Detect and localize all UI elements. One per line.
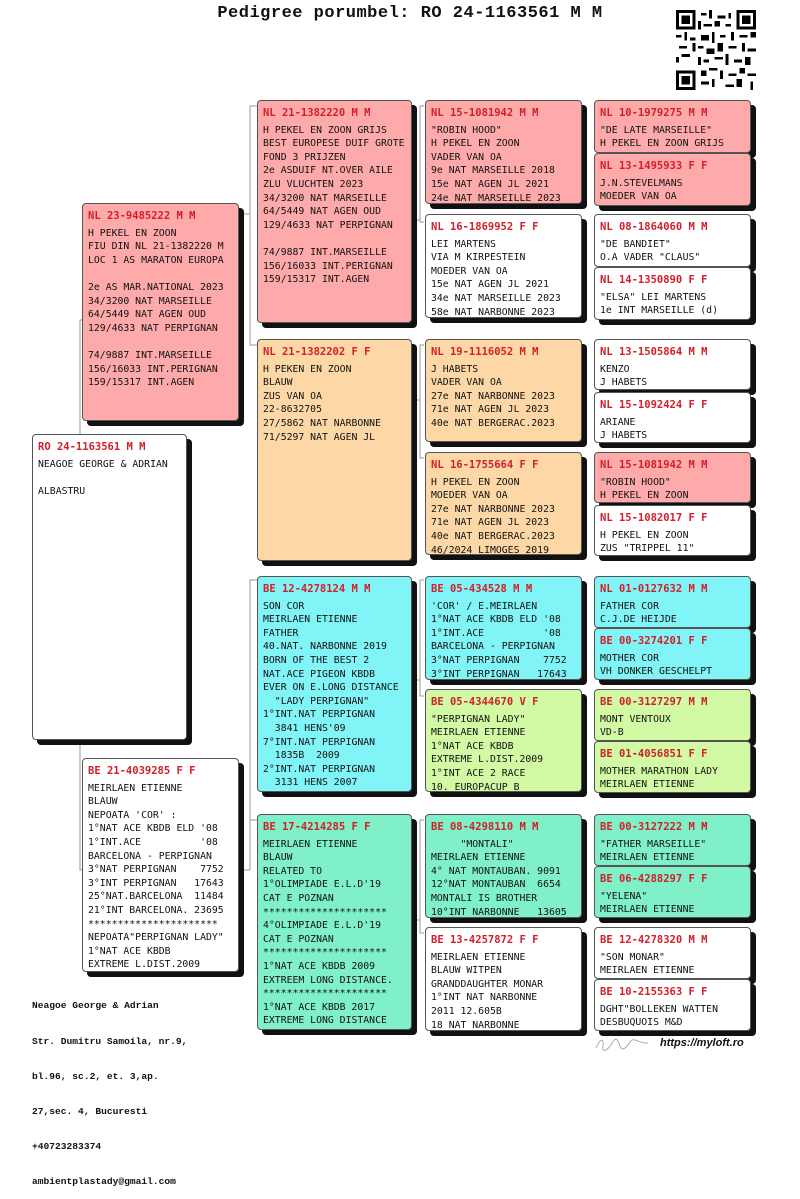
g4-ancestor-card[interactable] [594, 267, 751, 320]
grandparent-line: 1°OLIMPIADE E.L.D'19 [263, 879, 381, 891]
grandparent-line: ********************* [263, 988, 387, 1000]
owner-contact-block [32, 977, 187, 1199]
g4-ring: NL 15-1082017 F F [600, 512, 708, 524]
signature-icon [594, 1034, 650, 1054]
grandparent-line: H PEKEL EN ZOON GRIJS [263, 124, 387, 136]
grandparent-line: ZLU VLUCHTEN 2023 [263, 178, 364, 190]
grandparent-line: 64/5449 NAT AGEN OUD [263, 206, 381, 218]
g4-line: H PEKEL EN ZOON [600, 490, 689, 502]
sire-line: 34/3200 NAT MARSEILLE [88, 295, 212, 307]
g4-line: 1e INT MARSEILLE (d) [600, 305, 718, 317]
great-grandparent-line: 1°NAT ACE KBDB ELD '08 [431, 614, 561, 626]
great-grandparent-card[interactable] [425, 214, 582, 318]
dam-line: EXTREME L.DIST.2009 [88, 959, 201, 971]
g4-ancestor-card[interactable] [594, 392, 751, 443]
g4-line: H PEKEL EN ZOON GRIJS [600, 138, 724, 150]
dam-line: BLAUW [88, 796, 118, 808]
great-grandparent-line: BARCELONA - PERPIGNAN [431, 641, 555, 653]
great-grandparent-line: 34e NAT MARSEILLE 2023 [431, 292, 561, 304]
grandparent-line: 27/5862 NAT NARBONNE [263, 417, 381, 429]
great-grandparent-line: 27e NAT NARBONNE 2023 [431, 390, 555, 402]
grandparent-line: 3131 HENS 2007 [263, 777, 358, 789]
sire-line: 2e AS MAR.NATIONAL 2023 [88, 281, 224, 293]
grandparent-line: 2°INT.NAT PERPIGNAN [263, 763, 376, 775]
grandparent-line: SON COR [263, 600, 305, 612]
grandparent-line: NAT.ACE PIGEON KBDB [263, 668, 376, 680]
g4-line: MOTHER MARATHON LADY [600, 765, 718, 777]
great-grandparent-line: VADER VAN OA [431, 151, 502, 163]
g4-line: J HABETS [600, 377, 648, 389]
g4-ring: BE 06-4288297 F F [600, 873, 708, 885]
g4-line: ARIANE [600, 416, 636, 428]
grandparent-line: ZUS VAN OA [263, 390, 322, 402]
great-grandparent-line: 1°INT NAT NARBONNE [431, 992, 538, 1004]
great-grandparent-ring: BE 08-4298110 M M [431, 821, 539, 833]
great-grandparent-line: 40e NAT BERGERAC.2023 [431, 530, 555, 542]
grandparent-line: 74/9887 INT.MARSEILLE [263, 246, 387, 258]
grandparent-line: "LADY PERPIGNAN" [263, 695, 370, 707]
g4-line: J HABETS [600, 430, 648, 442]
grandparent-card[interactable] [257, 339, 412, 561]
grandparent-line: EXTREME LONG DISTANCE [263, 1015, 387, 1027]
dam-line: 3°NAT PERPIGNAN 7752 [88, 864, 224, 876]
g4-line: VD-B [600, 727, 624, 739]
grandparent-line: 2e ASDUIF NT.OVER AILE [263, 165, 393, 177]
great-grandparent-line: MEIRLAEN ETIENNE [431, 727, 526, 739]
g4-line: MEIRLAEN ETIENNE [600, 965, 695, 977]
great-grandparent-line: 40e NAT BERGERAC.2023 [431, 417, 555, 429]
great-grandparent-line: 1°INT.ACE '08 [431, 627, 561, 639]
g4-ring: BE 10-2155363 F F [600, 986, 708, 998]
great-grandparent-line: MONTALI IS BROTHER [431, 892, 538, 904]
grandparent-line: EXTREEM LONG DISTANCE. [263, 974, 393, 986]
dam-line: MEIRLAEN ETIENNE [88, 782, 183, 794]
g4-ring: NL 08-1864060 M M [600, 221, 708, 233]
subject-line: ALBASTRU [38, 485, 86, 497]
great-grandparent-ring: BE 05-4344670 V F [431, 696, 539, 708]
great-grandparent-line: H PEKEL EN ZOON [431, 476, 520, 488]
great-grandparent-line: 4° NAT MONTAUBAN. 9091 [431, 865, 561, 877]
great-grandparent-line: 2011 12.605B [431, 1005, 502, 1017]
g4-line: KENZO [600, 363, 630, 375]
subject-ring: RO 24-1163561 M M [38, 441, 146, 453]
great-grandparent-ring: NL 19-1116052 M M [431, 346, 539, 358]
sire-line: 159/15317 INT.AGEN [88, 377, 195, 389]
great-grandparent-card[interactable] [425, 452, 582, 555]
great-grandparent-line: 12°NAT MONTAUBAN 6654 [431, 879, 561, 891]
g4-ancestor-card[interactable] [594, 214, 751, 267]
grandparent-line: 1°NAT ACE KBDB 2009 [263, 960, 376, 972]
g4-ring: NL 01-0127632 M M [600, 583, 708, 595]
great-grandparent-line: LEI MARTENS [431, 238, 496, 250]
grandparent-card[interactable] [257, 814, 412, 1030]
grandparent-line: 4°OLIMPIADE E.L.D'19 [263, 920, 381, 932]
g4-line: MOTHER COR [600, 652, 659, 664]
sire-line: FIU DIN NL 21-1382220 M [88, 241, 224, 253]
g4-ring: BE 01-4056851 F F [600, 748, 708, 760]
great-grandparent-line: VIA M KIRPESTEIN [431, 252, 526, 264]
g4-ring: BE 00-3127222 M M [600, 821, 708, 833]
grandparent-line: ********************* [263, 906, 387, 918]
g4-line: FATHER COR [600, 600, 659, 612]
great-grandparent-line: 10°INT NARBONNE 13605 [431, 906, 567, 918]
sire-line: 74/9887 INT.MARSEILLE [88, 349, 212, 361]
sire-line [88, 335, 234, 349]
grandparent-line: 22-8632705 [263, 404, 322, 416]
g4-line: MOEDER VAN OA [600, 191, 677, 203]
g4-ring: BE 00-3127297 M M [600, 696, 708, 708]
great-grandparent-ring: NL 16-1755664 F F [431, 459, 539, 471]
g4-ancestor-card[interactable] [594, 452, 751, 503]
g4-line: "DE LATE MARSEILLE" [600, 124, 713, 136]
grandparent-line: EVER ON E.LONG DISTANCE [263, 682, 399, 694]
great-grandparent-line: 71e NAT AGEN JL 2023 [431, 404, 549, 416]
great-grandparent-card[interactable] [425, 100, 582, 204]
great-grandparent-line: 1°INT ACE 2 RACE [431, 767, 526, 779]
grandparent-card[interactable] [257, 100, 412, 323]
g4-line: MEIRLAEN ETIENNE [600, 852, 695, 864]
dam-line: 1°INT.ACE '08 [88, 836, 218, 848]
great-grandparent-line: "MONTALI" [431, 838, 514, 850]
g4-line: C.J.DE HEIJDE [600, 614, 677, 626]
g4-ancestor-card[interactable] [594, 628, 751, 680]
great-grandparent-line: 9e NAT MARSEILLE 2018 [431, 165, 555, 177]
sire-line: 156/16033 INT.PERIGNAN [88, 363, 218, 375]
great-grandparent-line: 71e NAT AGEN JL 2023 [431, 517, 549, 529]
g4-line: MEIRLAEN ETIENNE [600, 779, 695, 791]
dam-line: 1°NAT ACE KBDB [88, 945, 171, 957]
grandparent-ring: NL 21-1382220 M M [263, 107, 371, 119]
great-grandparent-line: J HABETS [431, 363, 479, 375]
grandparent-line: ********************* [263, 947, 387, 959]
g4-ancestor-card[interactable] [594, 576, 751, 628]
g4-line: "YELENA" [600, 890, 648, 902]
g4-ancestor-card[interactable] [594, 153, 751, 206]
grandparent-card[interactable] [257, 576, 412, 792]
great-grandparent-card[interactable] [425, 814, 582, 918]
grandparent-line: FOND 3 PRIJZEN [263, 151, 346, 163]
great-grandparent-line: 58e NAT NARBONNE 2023 [431, 306, 555, 318]
great-grandparent-line: BLAUW WITPEN [431, 965, 502, 977]
website-link[interactable]: https://myloft.ro [660, 1037, 744, 1049]
g4-line: DESBUQUOIS M&D [600, 1017, 683, 1029]
great-grandparent-ring: BE 13-4257872 F F [431, 934, 539, 946]
g4-ring: NL 14-1350890 F F [600, 274, 708, 286]
sire-line: LOC 1 AS MARATON EUROPA [88, 254, 224, 266]
g4-ancestor-card[interactable] [594, 505, 751, 556]
great-grandparent-line: "ROBIN HOOD" [431, 124, 502, 136]
great-grandparent-line: GRANDDAUGHTER MONAR [431, 978, 544, 990]
g4-ring: BE 12-4278320 M M [600, 934, 708, 946]
subject-line: NEAGOE GEORGE & ADRIAN [38, 458, 168, 470]
grandparent-line: 159/15317 INT.AGEN [263, 274, 370, 286]
great-grandparent-card[interactable] [425, 576, 582, 680]
owner-line: Neagoe George & Adrian [32, 1000, 159, 1012]
grandparent-line: 1835B 2009 [263, 750, 340, 762]
great-grandparent-card[interactable] [425, 689, 582, 792]
great-grandparent-line: 3°NAT PERPIGNAN 7752 [431, 654, 567, 666]
grandparent-ring: BE 17-4214285 F F [263, 821, 371, 833]
dam-line: NEPOATA 'COR' : [88, 809, 177, 821]
great-grandparent-line: 15e NAT AGEN JL 2021 [431, 178, 549, 190]
dam-line: 21°INT BARCELONA. 23695 [88, 904, 224, 916]
great-grandparent-line: 46/2024 LIMOGES 2019 [431, 544, 549, 555]
owner-line: bl.96, sc.2, et. 3,ap. [32, 1070, 159, 1082]
great-grandparent-line: 27e NAT NARBONNE 2023 [431, 503, 555, 515]
g4-ancestor-card[interactable] [594, 689, 751, 741]
sire-card[interactable] [82, 203, 239, 421]
g4-ring: NL 13-1505864 M M [600, 346, 708, 358]
g4-ancestor-card[interactable] [594, 741, 751, 793]
great-grandparent-line: 18 NAT NARBONNE [431, 1019, 520, 1031]
g4-line: "ROBIN HOOD" [600, 476, 671, 488]
grandparent-line: 1°NAT ACE KBDB 2017 [263, 1001, 376, 1013]
g4-ancestor-card[interactable] [594, 100, 751, 153]
great-grandparent-line: MOEDER VAN OA [431, 490, 508, 502]
grandparent-line: H PEKEN EN ZOON [263, 363, 352, 375]
grandparent-line [263, 232, 407, 246]
dam-ring: BE 21-4039285 F F [88, 765, 196, 777]
g4-ring: BE 00-3274201 F F [600, 635, 708, 647]
grandparent-ring: BE 12-4278124 M M [263, 583, 371, 595]
grandparent-line: CAT E POZNAN [263, 892, 334, 904]
great-grandparent-line: H PEKEL EN ZOON [431, 138, 520, 150]
great-grandparent-line: "PERPIGNAN LADY" [431, 713, 526, 725]
great-grandparent-line: 'COR' / E.MEIRLAEN [431, 600, 538, 612]
g4-line: H PEKEL EN ZOON [600, 529, 689, 541]
g4-line: ZUS "TRIPPEL 11" [600, 543, 695, 555]
great-grandparent-line: 3°INT PERPIGNAN 17643 [431, 668, 567, 680]
grandparent-line: BEST EUROPESE DUIF GROTE [263, 138, 405, 150]
dam-line: ********************** [88, 918, 218, 930]
grandparent-line: 7°INT.NAT PERPIGNAN [263, 736, 376, 748]
grandparent-line: 156/16033 INT.PERIGNAN [263, 260, 393, 272]
g4-ring: NL 15-1081942 M M [600, 459, 708, 471]
great-grandparent-line: 15e NAT AGEN JL 2021 [431, 279, 549, 291]
dam-line: BARCELONA - PERPIGNAN [88, 850, 212, 862]
grandparent-line: FATHER [263, 627, 299, 639]
g4-ring: NL 13-1495933 F F [600, 160, 708, 172]
great-grandparent-card[interactable] [425, 927, 582, 1031]
g4-ancestor-card[interactable] [594, 927, 751, 979]
great-grandparent-line: MOEDER VAN OA [431, 265, 508, 277]
owner-line: 27,sec. 4, Bucuresti [32, 1105, 148, 1117]
great-grandparent-ring: BE 05-434528 M M [431, 583, 533, 595]
g4-line: MONT VENTOUX [600, 713, 671, 725]
g4-ancestor-card[interactable] [594, 339, 751, 390]
g4-ancestor-card[interactable] [594, 866, 751, 918]
g4-ancestor-card[interactable] [594, 814, 751, 866]
grandparent-line: BORN OF THE BEST 2 [263, 654, 370, 666]
grandparent-line: 3841 HENS'09 [263, 722, 346, 734]
dam-card[interactable] [82, 758, 239, 972]
page-title: Pedigree porumbel: RO 24-1163561 M M [217, 4, 603, 23]
subject-pigeon-card[interactable] [32, 434, 187, 740]
g4-line: "ELSA" LEI MARTENS [600, 291, 707, 303]
great-grandparent-line: 10. EUROPACUP B [431, 781, 520, 792]
sire-line: 129/4633 NAT PERPIGNAN [88, 322, 218, 334]
owner-line: Str. Dumitru Samoila, nr.9, [32, 1035, 188, 1047]
g4-line: J.N.STEVELMANS [600, 177, 683, 189]
grandparent-line: CAT E POZNAN [263, 933, 334, 945]
owner-phone: +40723283374 [32, 1140, 102, 1152]
dam-line: 3°INT PERPIGNAN 17643 [88, 877, 224, 889]
g4-line: "SON MONAR" [600, 951, 665, 963]
sire-line [88, 267, 234, 281]
great-grandparent-ring: NL 15-1081942 M M [431, 107, 539, 119]
grandparent-line: 40.NAT. NARBONNE 2019 [263, 641, 387, 653]
sire-ring: NL 23-9485222 M M [88, 210, 196, 222]
g4-line: MEIRLAEN ETIENNE [600, 904, 695, 916]
grandparent-line: MEIRLAEN ETIENNE [263, 838, 358, 850]
grandparent-line: BLAUW [263, 377, 293, 389]
grandparent-line: MEIRLAEN ETIENNE [263, 614, 358, 626]
great-grandparent-line: MEIRLAEN ETIENNE [431, 852, 526, 864]
sire-line: H PEKEL EN ZOON [88, 227, 177, 239]
g4-ancestor-card[interactable] [594, 979, 751, 1031]
grandparent-line: RELATED TO [263, 865, 322, 877]
g4-ring: NL 10-1979275 M M [600, 107, 708, 119]
grandparent-line: BLAUW [263, 852, 293, 864]
great-grandparent-line: VADER VAN OA [431, 377, 502, 389]
sire-line: 64/5449 NAT AGEN OUD [88, 309, 206, 321]
great-grandparent-ring: NL 16-1869952 F F [431, 221, 539, 233]
great-grandparent-line: 1°NAT ACE KBDB [431, 740, 514, 752]
g4-line: O.A VADER "CLAUS" [600, 252, 701, 264]
great-grandparent-card[interactable] [425, 339, 582, 442]
grandparent-line: 129/4633 NAT PERPIGNAN [263, 219, 393, 231]
great-grandparent-line: 24e NAT MARSEILLE 2023 [431, 192, 561, 204]
great-grandparent-line: MEIRLAEN ETIENNE [431, 951, 526, 963]
dam-line: 1°NAT ACE KBDB ELD '08 [88, 823, 218, 835]
grandparent-ring: NL 21-1382202 F F [263, 346, 371, 358]
subject-line [38, 471, 182, 485]
g4-line: "FATHER MARSEILLE" [600, 838, 707, 850]
dam-line: 25°NAT.BARCELONA 11484 [88, 891, 224, 903]
grandparent-line: 1°INT.NAT PERPIGNAN [263, 709, 376, 721]
g4-line: DGHT"BOLLEKEN WATTEN [600, 1003, 718, 1015]
dam-line: NEPOATA"PERPIGNAN LADY" [88, 932, 224, 944]
g4-line: "DE BANDIET" [600, 238, 671, 250]
grandparent-line: 34/3200 NAT MARSEILLE [263, 192, 387, 204]
g4-line: VH DONKER GESCHELPT [600, 666, 713, 678]
g4-ring: NL 15-1092424 F F [600, 399, 708, 411]
grandparent-line: 71/5297 NAT AGEN JL [263, 431, 376, 443]
owner-email[interactable]: ambientplastady@gmail.com [32, 1175, 176, 1187]
great-grandparent-line: EXTREME L.DIST.2009 [431, 754, 544, 766]
